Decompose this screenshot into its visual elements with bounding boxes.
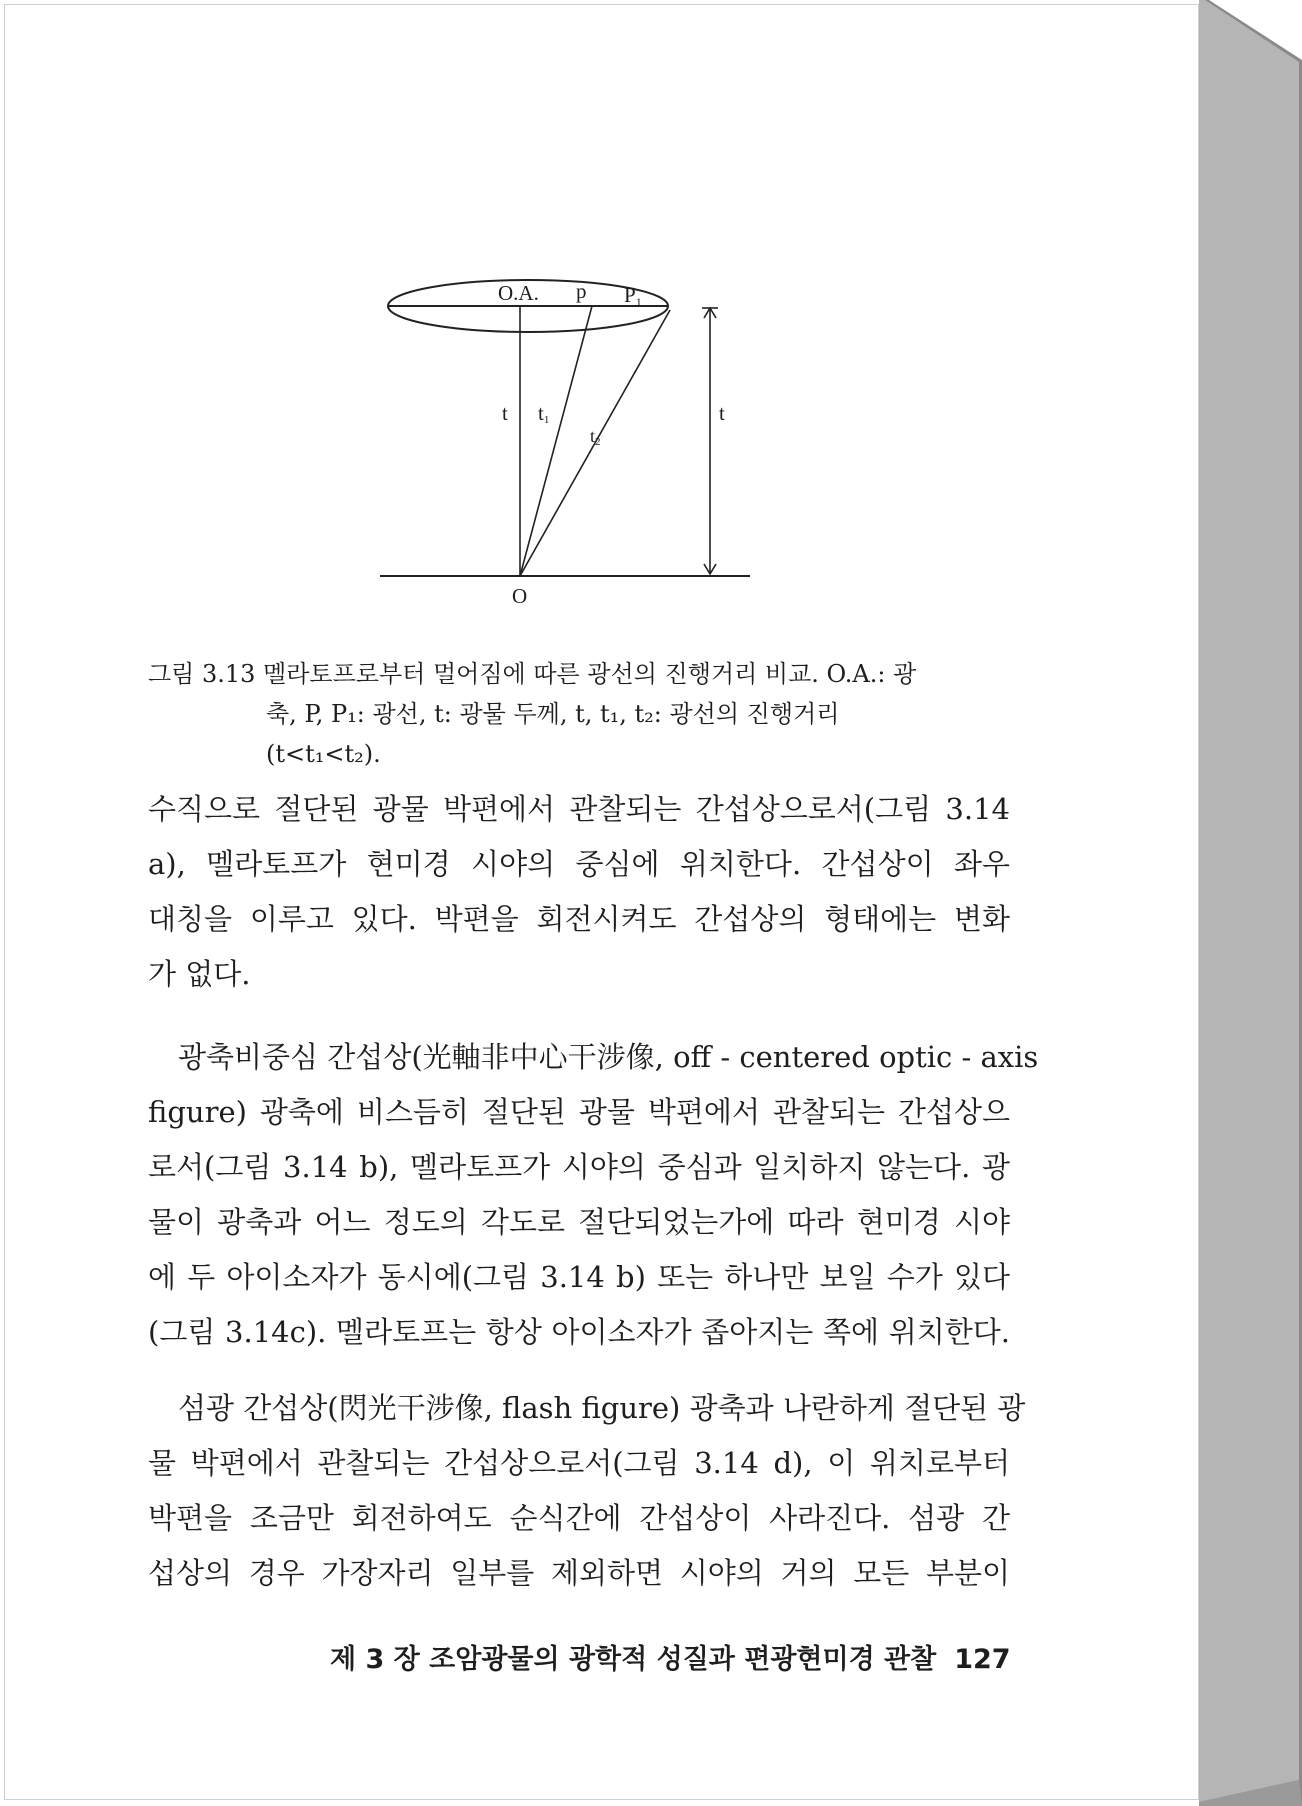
- paragraph-flash-figure: [148, 1381, 1026, 1436]
- paragraph-flash-figure-body: [148, 1436, 1010, 1601]
- caption-line: 그림 3.13 멜라토프로부터 멀어짐에 따른 광선의 진행거리 비교. O.A.: 광: [148, 660, 917, 688]
- text-line: 물이 광축과 어느 정도의 각도로 절단되었는가에 따라 현미경 시야: [148, 1205, 1010, 1239]
- text-line: 섭상의 경우 가장자리 일부를 제외하면 시야의 거의 모든 부분이: [148, 1556, 1010, 1590]
- label-t1: t1: [538, 401, 550, 426]
- text-line: 대칭을 이루고 있다. 박편을 회전시켜도 간섭상의 형태에는 변화: [148, 902, 1010, 936]
- page-number: 127: [954, 1644, 1011, 1675]
- text-line: 에 두 아이소자가 동시에(그림 3.14 b) 또는 하나만 보일 수가 있다: [148, 1260, 1010, 1294]
- text-line: 수직으로 절단된 광물 박편에서 관찰되는 간섭상으로서(그림 3.14: [148, 792, 1010, 826]
- ray-t1: [520, 306, 592, 576]
- paragraph-off-centered-body: [148, 1085, 1010, 1360]
- text-line: 섬광 간섭상(閃光干涉像, flash figure) 광축과 나란하게 절단된 광: [178, 1391, 1026, 1425]
- page-edge-shadow: [1199, 0, 1302, 1806]
- optic-path-diagram: [370, 270, 770, 610]
- chapter-title: 제 3 장 조암광물의 광학적 성질과 편광현미경 관찰: [330, 1644, 937, 1675]
- label-t-left: t: [502, 401, 508, 425]
- label-p1: P1: [624, 283, 642, 309]
- caption-line: (t<t₁<t₂).: [266, 740, 381, 768]
- text-line: 광축비중심 간섭상(光軸非中心干涉像, off - centered optic - axis: [178, 1040, 1039, 1074]
- text-line: 로서(그림 3.14 b), 멜라토프가 시야의 중심과 일치하지 않는다. 광: [148, 1150, 1010, 1184]
- label-t2: t2: [590, 426, 601, 448]
- text-line: 물 박편에서 관찰되는 간섭상으로서(그림 3.14 d), 이 위치로부터: [148, 1446, 1010, 1480]
- figure-caption: [148, 654, 1008, 774]
- text-line: figure) 광축에 비스듬히 절단된 광물 박편에서 관찰되는 간섭상으: [148, 1095, 1010, 1129]
- text-line: a), 멜라토프가 현미경 시야의 중심에 위치한다. 간섭상이 좌우: [148, 847, 1010, 881]
- paragraph-off-centered: [148, 1030, 1039, 1085]
- caption-line: 축, P, P₁: 광선, t: 광물 두께, t, t₁, t₂: 광선의 진행거리: [266, 700, 840, 728]
- label-p: p: [576, 279, 587, 303]
- label-o: O: [512, 584, 528, 608]
- text-line: 가 없다.: [148, 957, 251, 991]
- paragraph-vertical-cut: [148, 782, 1010, 1002]
- label-oa: O.A.: [498, 281, 539, 305]
- text-line: 박편을 조금만 회전하여도 순식간에 간섭상이 사라진다. 섬광 간: [148, 1501, 1010, 1535]
- label-t-right: t: [719, 401, 725, 425]
- text-line: (그림 3.14c). 멜라토프는 항상 아이소자가 좁아지는 쪽에 위치한다.: [148, 1315, 1010, 1349]
- page-footer: [330, 1637, 1010, 1676]
